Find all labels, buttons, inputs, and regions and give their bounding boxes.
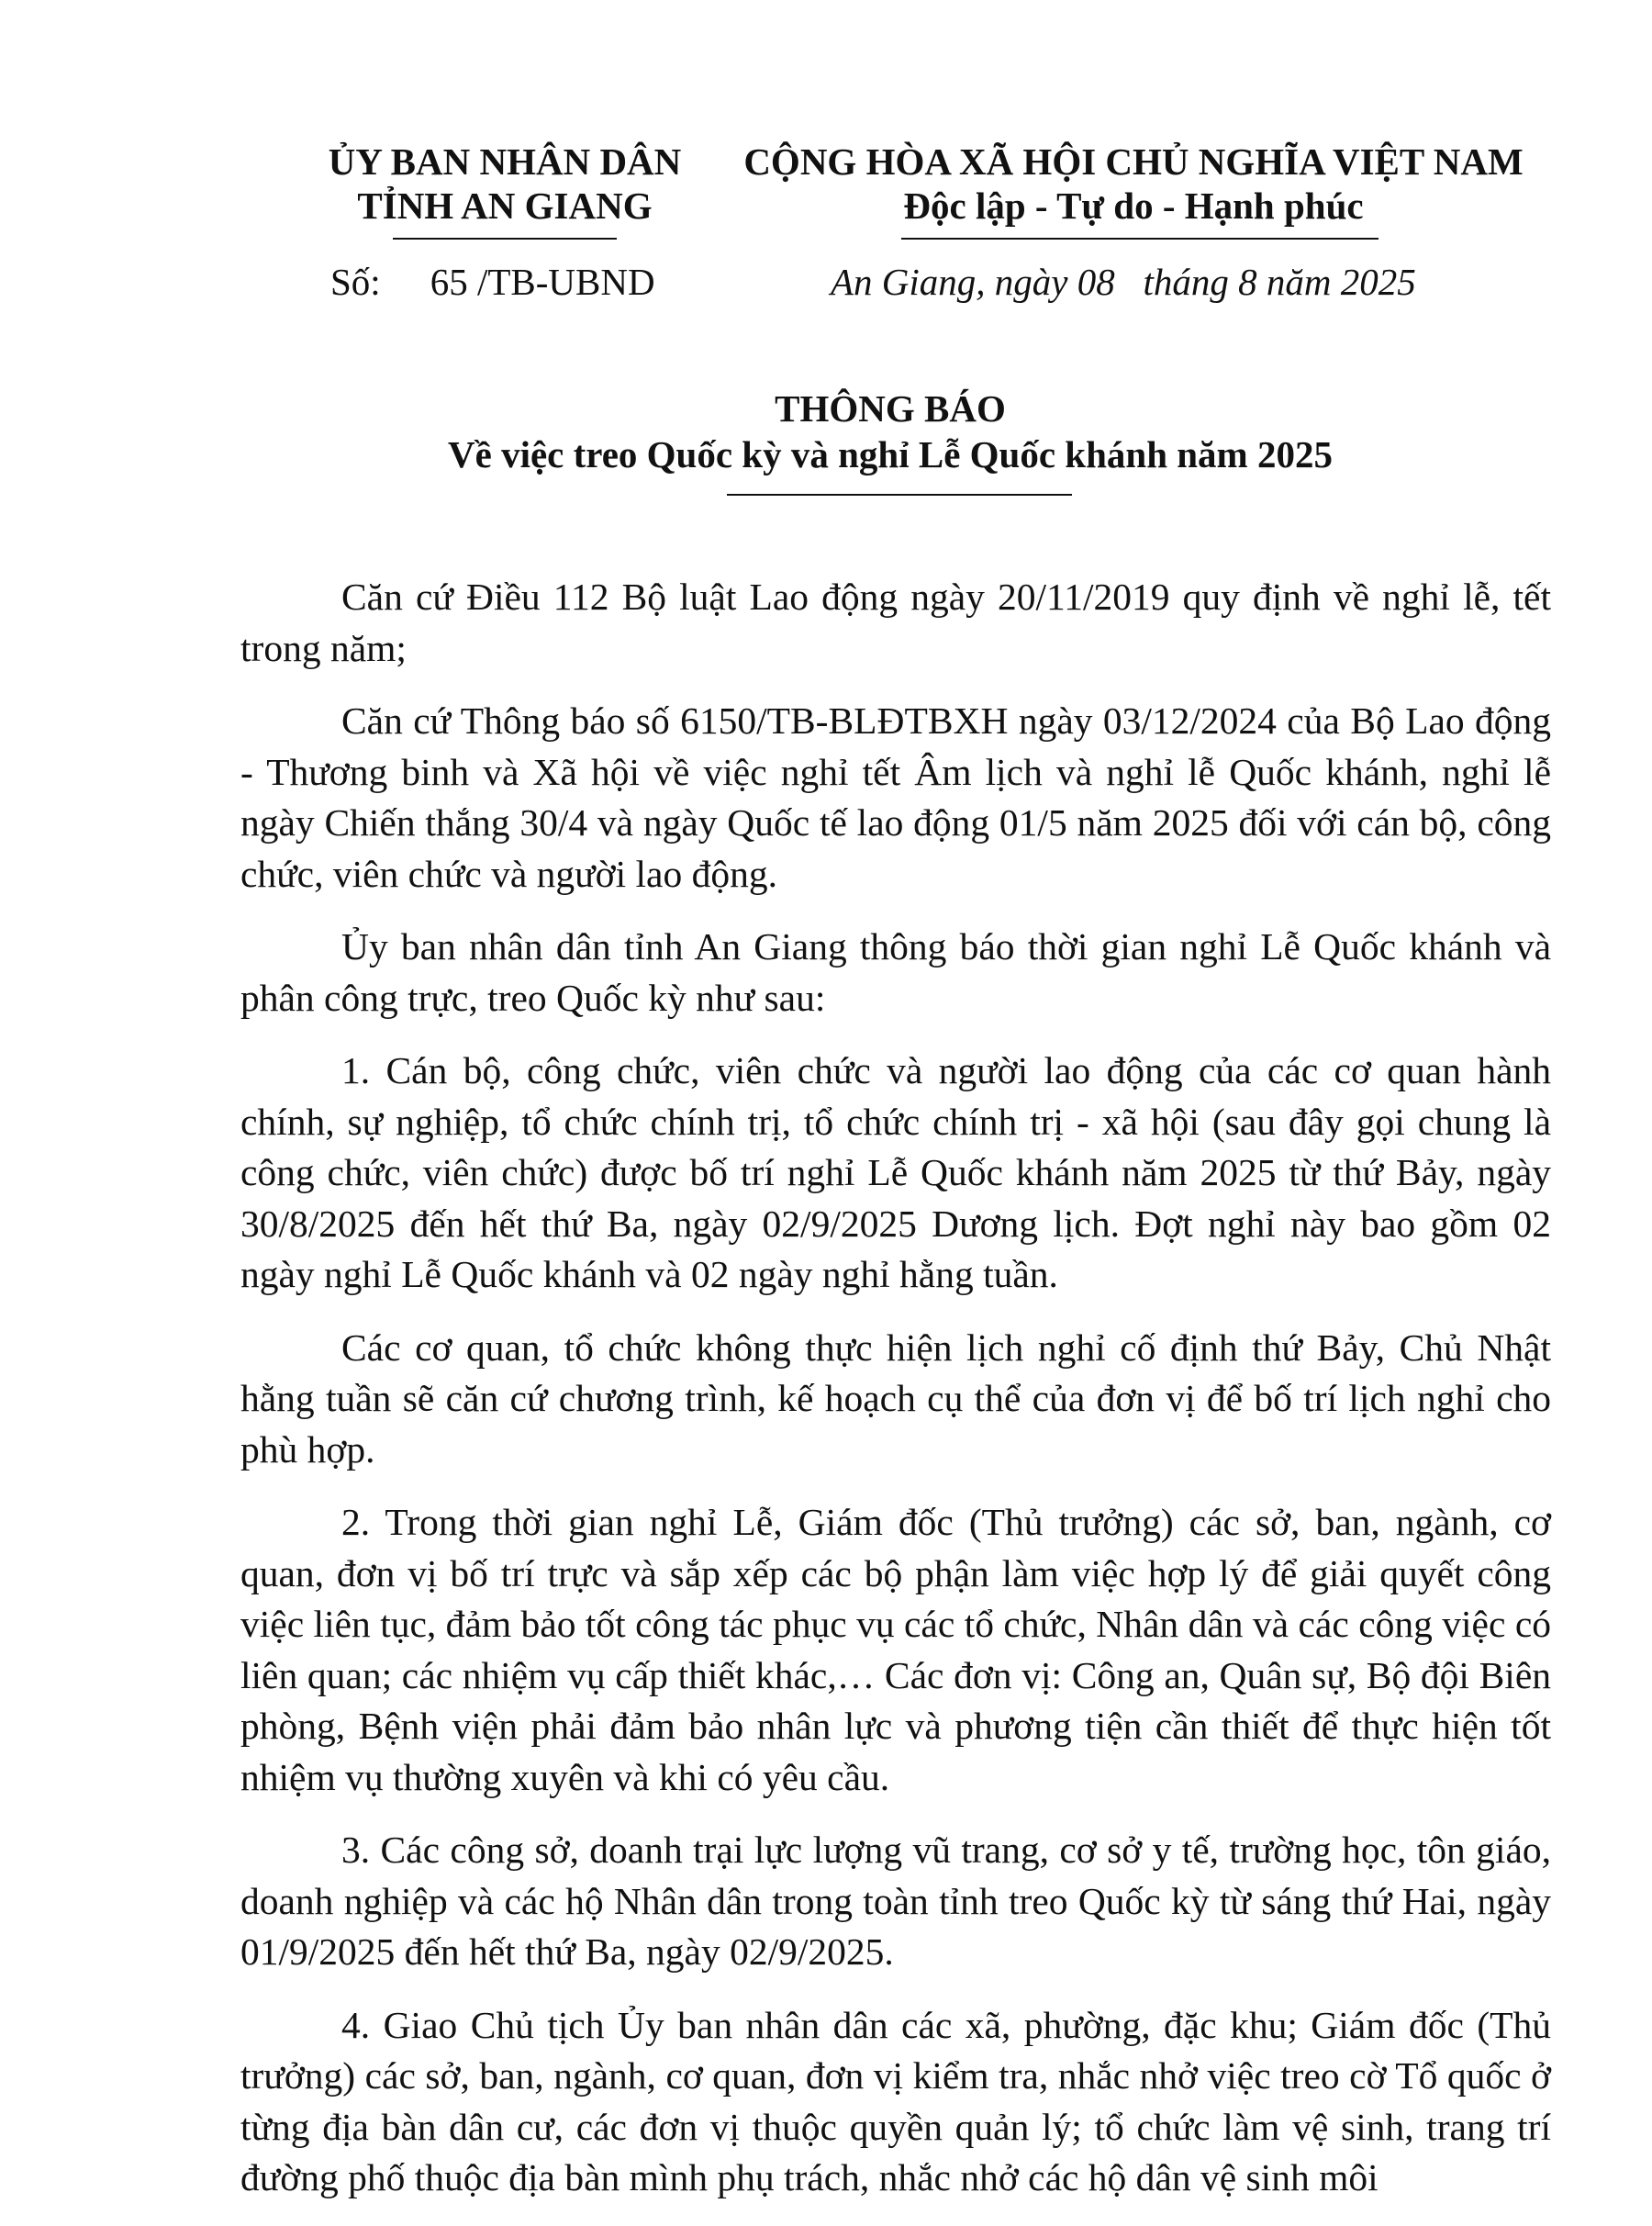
issuing-organization xyxy=(275,140,734,228)
nation-line-2: Độc lập - Tự do - Hạnh phúc xyxy=(903,185,1364,227)
document-number xyxy=(330,257,655,307)
org-underline xyxy=(393,238,617,240)
paragraph: 4. Giao Chủ tịch Ủy ban nhân dân các xã, phường, đặc khu; Giám đốc (Thủ trưởng) các sở, ban, ngành, cơ quan, đơn vị kiểm tra, nhắc nhở việc treo cờ Tổ quốc ở từng địa bàn dân cư, các đơn vị thuộc quyền quản lý; tổ chức làm vệ sinh, trang trí đường phố thuộc địa bàn mình phụ trách, nhắc nhở các hộ dân vệ sinh môi xyxy=(240,2003,1551,2198)
org-line-1: ỦY BAN NHÂN DÂN xyxy=(328,140,682,183)
nation-line-1: CỘNG HÒA XÃ HỘI CHỦ NGHĨA VIỆT NAM xyxy=(743,140,1524,183)
paragraph: 2. Trong thời gian nghỉ Lễ, Giám đốc (Thủ trưởng) các sở, ban, ngành, cơ quan, đơn vị bố trí trực và sắp xếp các bộ phận làm việc hợp lý để giải quyết công việc liên tục, đảm bảo tốt công tác phục vụ các tổ chức, Nhân dân và các công việc có liên quan; các nhiệm vụ cấp thiết khác,… Các đơn vị: Công an, Quân sự, Bộ đội Biên phòng, Bệnh viện phải đảm bảo nhân lực và phương tiện cần thiết để thực hiện tốt nhiệm vụ thường xuyên và khi có yêu cầu. xyxy=(240,1501,1551,1798)
document-title xyxy=(0,386,1652,477)
org-line-2: TỈNH AN GIANG xyxy=(357,185,653,227)
paragraph: Căn cứ Điều 112 Bộ luật Lao động ngày 20/11/2019 quy định về nghỉ lễ, tết trong năm; xyxy=(240,576,1551,669)
paragraph: 1. Cán bộ, công chức, viên chức và người lao động của các cơ quan hành chính, sự nghiệp, tổ chức chính trị, tổ chức chính trị - xã hội (sau đây gọi chung là công chức, viên chức) được bố trí nghỉ Lễ Quốc khánh năm 2025 từ thứ Bảy, ngày 30/8/2025 đến hết thứ Ba, ngày 02/9/2025 Dương lịch. Đợt nghỉ này bao gồm 02 ngày nghỉ Lễ Quốc khánh và 02 ngày nghỉ hằng tuần. xyxy=(240,1049,1551,1295)
title-line-2: Về việc treo Quốc kỳ và nghỉ Lễ Quốc khánh năm 2025 xyxy=(448,433,1333,475)
title-underline xyxy=(727,494,1072,496)
paragraph: Ủy ban nhân dân tỉnh An Giang thông báo thời gian nghỉ Lễ Quốc khánh và phân công trực, treo Quốc kỳ như sau: xyxy=(240,925,1551,1019)
number-label: Số: xyxy=(330,261,381,303)
number-value: 65 /TB-UBND xyxy=(430,261,655,303)
paragraph: 3. Các công sở, doanh trại lực lượng vũ trang, cơ sở y tế, trường học, tôn giáo, doanh nghiệp và các hộ Nhân dân trong toàn tỉnh treo Quốc kỳ từ sáng thứ Hai, ngày 01/9/2025 đến hết thứ Ba, ngày 02/9/2025. xyxy=(240,1829,1551,1973)
national-motto xyxy=(725,140,1542,228)
paragraph: Các cơ quan, tổ chức không thực hiện lịch nghỉ cố định thứ Bảy, Chủ Nhật hằng tuần sẽ căn cứ chương trình, kế hoạch cụ thể của đơn vị để bố trí lịch nghỉ cho phù hợp. xyxy=(240,1326,1551,1471)
title-line-1: THÔNG BÁO xyxy=(775,387,1006,430)
motto-underline xyxy=(901,238,1379,240)
paragraph: Căn cứ Thông báo số 6150/TB-BLĐTBXH ngày 03/12/2024 của Bộ Lao động - Thương binh và Xã hội về việc nghỉ tết Âm lịch và nghỉ lễ Quốc khánh, nghỉ lễ ngày Chiến thắng 30/4 và ngày Quốc tế lao động 01/5 năm 2025 đối với cán bộ, công chức, viên chức và người lao động. xyxy=(240,699,1551,895)
place-and-date: An Giang, ngày 08 tháng 8 năm 2025 xyxy=(831,261,1416,303)
document-body xyxy=(240,572,1551,2226)
